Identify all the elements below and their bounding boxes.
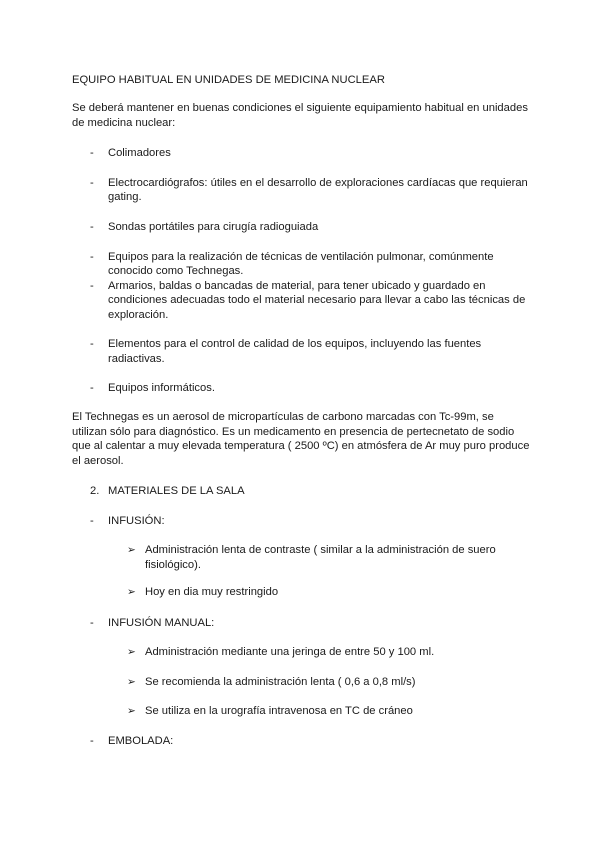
bullet-dash: - [90,515,94,527]
bullet-dash: - [90,338,94,350]
paragraph-line: el aerosol. [72,454,124,467]
list-item: Equipos informáticos. [108,382,215,394]
list-item: Sondas portátiles para cirugía radioguiada [108,221,319,233]
bullet-dash: - [90,382,94,394]
document-title: EQUIPO HABITUAL EN UNIDADES DE MEDICINA NUCLEAR [72,74,385,86]
arrow-bullet-icon: ➢ [127,675,136,688]
arrow-bullet-icon: ➢ [127,544,136,556]
bullet-dash: - [90,279,94,292]
bullet-dash: - [90,617,94,629]
bullet-dash: - [90,250,94,263]
section-number: 2. [90,485,100,497]
group-label-infusion: INFUSIÓN: [108,515,165,527]
paragraph-line: que al calentar a muy elevada temperatura ( 2500 ºC) en atmósfera de Ar muy puro produce [72,440,530,452]
list-item: Elementos para el control de calidad de los equipos, incluyendo las fuentes [108,338,482,350]
bullet-dash: - [90,176,94,189]
list-item-continuation: exploración. [108,308,169,321]
list-item: Electrocardiógrafos: útiles en el desarrollo de exploraciones cardíacas que requieran [108,176,528,189]
arrow-bullet-icon: ➢ [127,586,136,598]
bullet-dash: - [90,147,94,159]
group-label-bolus: EMBOLADA: [108,735,174,747]
list-item-continuation: gating. [108,191,142,203]
list-item-continuation: conocido como Technegas. [108,265,244,277]
paragraph-line: El Technegas es un aerosol de micropartículas de carbono marcadas con Tc-99m, se [72,411,494,423]
list-item: Se utiliza en la urografía intravenosa en TC de cráneo [145,705,413,717]
intro-line-1: Se deberá mantener en buenas condiciones el siguiente equipamiento habitual en unidades [72,102,528,114]
list-item: Hoy en dia muy restringido [145,586,279,598]
group-label-manual-infusion: INFUSIÓN MANUAL: [108,617,215,629]
list-item: Se recomienda la administración lenta ( 0,6 a 0,8 ml/s) [145,675,416,688]
arrow-bullet-icon: ➢ [127,705,136,717]
list-item: Equipos para la realización de técnicas de ventilación pulmonar, comúnmente [108,250,494,263]
list-item-continuation: condiciones adecuadas todo el material necesario para llevar a cabo las técnicas de [108,294,526,306]
paragraph-line: utilizan sólo para diagnóstico. Es un medicamento en presencia de pertecnetato de sodio [72,425,515,438]
arrow-bullet-icon: ➢ [127,646,136,658]
bullet-dash: - [90,221,94,233]
section-heading: MATERIALES DE LA SALA [108,485,245,497]
list-item: Administración mediante una jeringa de entre 50 y 100 ml. [145,646,435,658]
list-item: Administración lenta de contraste ( similar a la administración de suero [145,544,496,556]
list-item: Armarios, baldas o bancadas de material, para tener ubicado y guardado en [108,279,486,292]
list-item: Colimadores [108,147,171,159]
list-item-continuation: radiactivas. [108,352,165,365]
bullet-dash: - [90,735,94,747]
list-item-continuation: fisiológico). [145,558,201,571]
intro-line-2: de medicina nuclear: [72,116,176,129]
